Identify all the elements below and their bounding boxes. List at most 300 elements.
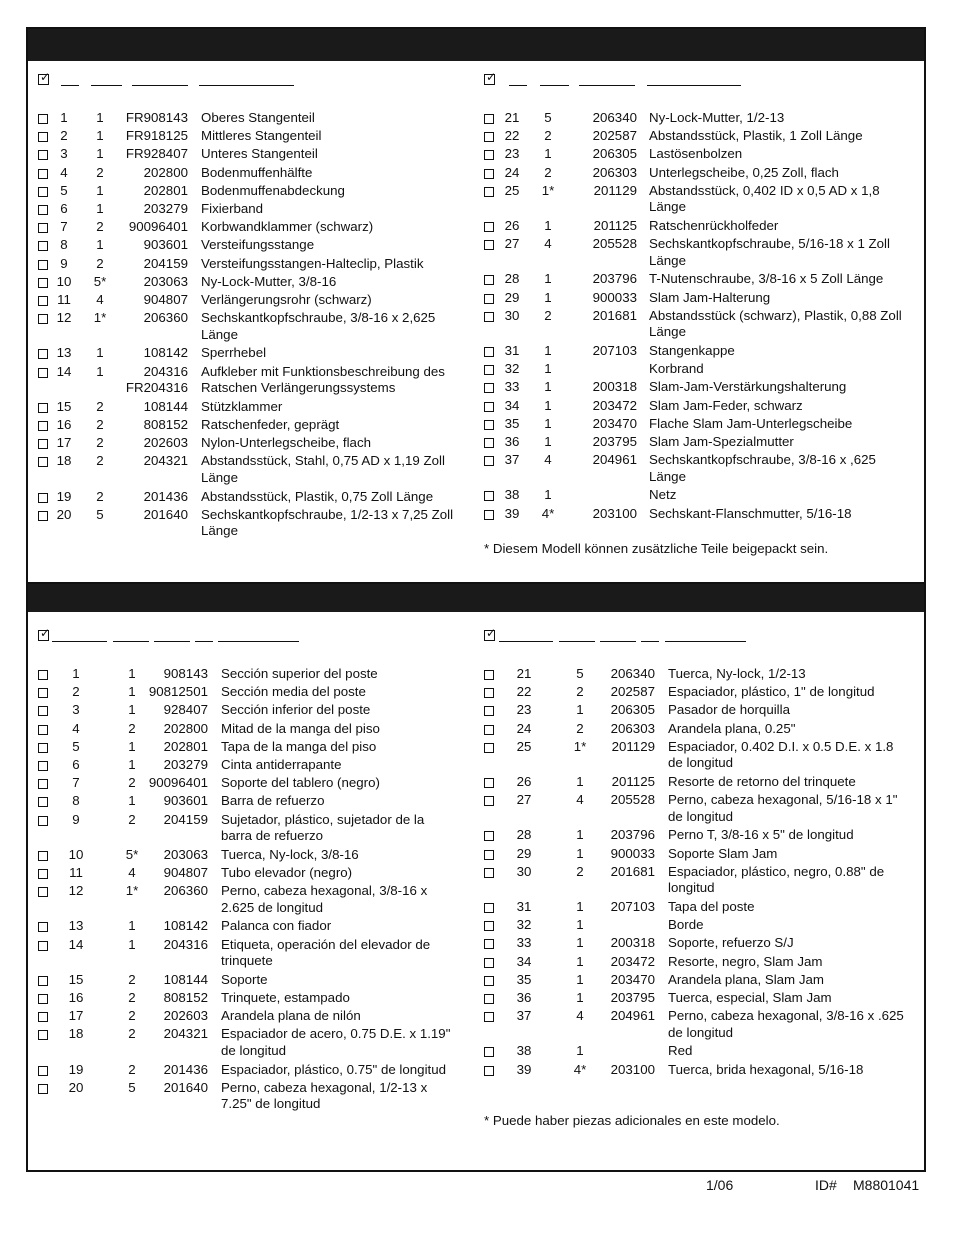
item-quantity: 1 (544, 415, 552, 431)
revision-date: 1/06 (706, 1177, 734, 1193)
item-number: 36 (516, 990, 532, 1005)
item-number: 39 (516, 1061, 532, 1077)
checkbox-icon[interactable] (38, 132, 48, 142)
part-number: 928407 (163, 702, 208, 718)
item-number: 33 (504, 379, 520, 395)
part-description: Tubo elevador (negro) (221, 865, 353, 880)
check-icon (484, 74, 495, 85)
checkbox-icon[interactable] (38, 1012, 48, 1022)
part-description: Abstandsstück (schwarz), Plastik, 0,88 Zoll (649, 307, 902, 323)
item-number: 6 (60, 201, 68, 216)
item-quantity: 1 (96, 345, 104, 361)
item-quantity: 1 (576, 917, 584, 933)
item-quantity: 1 (128, 793, 136, 809)
item-quantity: 4 (544, 236, 552, 252)
check-icon (484, 630, 495, 641)
checkbox-icon[interactable] (38, 314, 48, 324)
item-quantity: 5 (544, 110, 552, 125)
item-number: 7 (72, 775, 80, 791)
item-quantity: 2 (544, 128, 552, 144)
part-description: Abstandsstück, Stahl, 0,75 AD x 1,19 Zoll (201, 453, 445, 469)
item-number: 15 (56, 398, 72, 414)
checkbox-icon[interactable] (484, 725, 494, 735)
part-number: 203279 (163, 757, 208, 772)
checkbox-icon[interactable] (38, 403, 48, 413)
checkbox-icon[interactable] (38, 421, 48, 431)
part-description: Länge (201, 523, 238, 539)
part-description: Slam Jam-Feder, schwarz (649, 397, 803, 413)
part-description: Tuerca, Ny-lock, 1/2-13 (668, 666, 806, 681)
part-number: 202801 (143, 182, 188, 198)
item-number: 18 (56, 453, 72, 469)
part-description: Abstandsstück, Plastik, 0,75 Zoll Länge (201, 488, 434, 504)
checkbox-icon[interactable] (484, 132, 494, 142)
header-rule (195, 641, 213, 642)
part-description: Barra de refuerzo (221, 793, 325, 809)
header-rule (600, 641, 636, 642)
item-quantity: 4 (544, 452, 552, 468)
part-description: Länge (201, 469, 238, 485)
document-id-label: ID# (815, 1177, 837, 1193)
checkbox-icon[interactable] (38, 706, 48, 716)
item-number: 33 (516, 935, 532, 951)
part-description: Perno, cabeza hexagonal, 1/2-13 x (221, 1079, 428, 1095)
checkbox-icon[interactable] (484, 994, 494, 1004)
checkbox-icon[interactable] (38, 670, 48, 680)
part-description: Red (668, 1043, 693, 1059)
checkbox-icon[interactable] (484, 312, 494, 322)
part-number: 201129 (593, 182, 637, 198)
checkbox-icon[interactable] (484, 743, 494, 753)
checkbox-icon[interactable] (484, 491, 494, 501)
part-description: Länge (201, 326, 238, 342)
part-description: Perno, cabeza hexagonal, 3/8-16 x .625 (668, 1008, 904, 1024)
footnote: * Diesem Modell können zusätzliche Teile beigepackt sein. (484, 541, 829, 556)
part-description: Flache Slam Jam-Unterlegscheibe (649, 415, 853, 431)
part-description: Aufkleber mit Funktionsbeschreibung des (201, 363, 445, 379)
part-description: Slam Jam-Halterung (649, 289, 771, 305)
item-quantity: 1 (128, 702, 136, 718)
part-description: Sechskantkopfschraube, 3/8-16 x 2,625 (201, 310, 436, 326)
checkbox-icon[interactable] (38, 457, 48, 467)
item-number: 8 (60, 237, 68, 253)
checkbox-icon[interactable] (484, 831, 494, 841)
checkbox-icon[interactable] (484, 1047, 494, 1057)
checkbox-icon[interactable] (484, 383, 494, 393)
item-quantity: 1 (576, 845, 584, 861)
checkbox-icon[interactable] (38, 887, 48, 897)
item-number: 3 (60, 146, 68, 162)
checkbox-icon[interactable] (484, 778, 494, 788)
part-description: Unterlegscheibe, 0,25 Zoll, flach (649, 164, 839, 180)
part-description: 7.25" de longitud (221, 1096, 321, 1112)
checkbox-icon[interactable] (484, 796, 494, 806)
part-description: Stangenkappe (649, 343, 735, 358)
item-number: 14 (56, 363, 72, 379)
checkbox-icon[interactable] (484, 114, 494, 124)
checkbox-icon[interactable] (484, 958, 494, 968)
item-quantity: 2 (128, 1026, 136, 1042)
checkbox-icon[interactable] (484, 1066, 494, 1076)
part-description: Bodenmuffenabdeckung (201, 182, 345, 198)
part-number: 205528 (610, 792, 655, 808)
checkbox-icon[interactable] (484, 420, 494, 430)
checkbox-icon[interactable] (38, 779, 48, 789)
check-icon (38, 630, 49, 641)
item-number: 18 (68, 1026, 84, 1042)
item-quantity: 1 (544, 397, 552, 413)
checkbox-icon[interactable] (38, 114, 48, 124)
item-quantity: 1 (544, 361, 552, 377)
item-number: 7 (60, 219, 68, 235)
item-quantity: 4 (576, 1008, 584, 1024)
checkbox-icon[interactable] (484, 169, 494, 179)
item-number: 17 (56, 435, 72, 451)
column-header (38, 630, 458, 650)
item-number: 16 (68, 990, 84, 1005)
header-rule (91, 85, 122, 86)
item-number: 1 (60, 110, 68, 125)
part-number: 903601 (143, 237, 188, 253)
item-quantity: 1 (544, 218, 552, 233)
item-number: 34 (516, 953, 532, 969)
item-quantity: 1 (128, 757, 136, 772)
checkbox-icon[interactable] (484, 365, 494, 375)
part-number: 90096401 (128, 219, 188, 235)
checkbox-icon[interactable] (38, 223, 48, 233)
checkbox-icon[interactable] (38, 922, 48, 932)
checkbox-icon[interactable] (484, 921, 494, 931)
checkbox-icon[interactable] (38, 688, 48, 698)
section-header-bar (28, 584, 924, 612)
checkbox-icon[interactable] (484, 222, 494, 232)
part-description: Länge (649, 324, 686, 340)
item-quantity: 1 (96, 182, 104, 198)
part-number: FR928407 (125, 146, 188, 162)
part-number: 203470 (610, 971, 655, 987)
part-number: 108142 (143, 345, 188, 361)
part-number: 904807 (143, 292, 188, 307)
checkbox-icon[interactable] (484, 347, 494, 357)
checkbox-icon[interactable] (484, 150, 494, 160)
header-rule (61, 85, 79, 86)
checkbox-icon[interactable] (484, 706, 494, 716)
part-number: 204316 (143, 363, 188, 379)
checkbox-icon[interactable] (484, 1012, 494, 1022)
checkbox-icon[interactable] (38, 187, 48, 197)
item-quantity: 2 (96, 417, 104, 432)
part-number: 206340 (610, 666, 655, 681)
item-number: 24 (504, 164, 520, 180)
part-number: 90096401 (148, 775, 208, 791)
checkbox-icon[interactable] (38, 1066, 48, 1076)
part-description: de longitud (221, 1042, 287, 1058)
part-description: Sujetador, plástico, sujetador de la (221, 811, 425, 827)
part-description: Soporte, refuerzo S/J (668, 935, 794, 951)
part-description: longitud (668, 880, 715, 896)
checkbox-icon[interactable] (484, 294, 494, 304)
checkbox-icon[interactable] (38, 851, 48, 861)
part-number: 904807 (163, 865, 208, 880)
item-number: 12 (56, 310, 72, 326)
item-number: 6 (72, 757, 80, 772)
item-number: 4 (60, 164, 68, 180)
item-quantity: 2 (96, 219, 104, 235)
item-number: 31 (504, 343, 520, 358)
part-description: Tapa de la manga del piso (221, 738, 377, 754)
item-quantity: 2 (128, 971, 136, 987)
item-number: 29 (504, 289, 520, 305)
checkbox-icon[interactable] (484, 456, 494, 466)
item-number: 16 (56, 417, 72, 432)
part-description: Sperrhebel (201, 345, 267, 361)
checkbox-icon[interactable] (38, 278, 48, 288)
part-number: 201436 (143, 488, 188, 504)
item-quantity: 1 (544, 434, 552, 449)
item-number: 24 (516, 720, 532, 736)
part-number: 200318 (592, 379, 637, 395)
checkbox-icon[interactable] (38, 797, 48, 807)
part-description: Palanca con fiador (221, 918, 332, 934)
header-rule (641, 641, 659, 642)
part-description: Netz (649, 487, 677, 503)
part-number: 203100 (592, 505, 637, 521)
item-quantity: 1 (544, 343, 552, 358)
part-number: 206360 (143, 310, 188, 326)
section-header-bar (28, 29, 924, 61)
part-description: T-Nutenschraube, 3/8-16 x 5 Zoll Länge (649, 271, 884, 287)
item-number: 37 (504, 452, 520, 468)
part-number: 204316 (163, 936, 208, 952)
checkbox-icon[interactable] (484, 850, 494, 860)
part-number: 108144 (163, 971, 208, 987)
part-number: 903601 (163, 793, 208, 809)
checkbox-icon[interactable] (484, 976, 494, 986)
part-description: Sechskant-Flanschmutter, 5/16-18 (649, 505, 852, 521)
checkbox-icon[interactable] (484, 187, 494, 197)
part-description: Espaciador, plástico, negro, 0.88" de (668, 863, 885, 879)
item-quantity: 4 (128, 865, 136, 880)
checkbox-icon[interactable] (38, 205, 48, 215)
part-description: Länge (649, 199, 686, 215)
part-description: Versteifungsstange (201, 237, 315, 253)
item-quantity: 2 (96, 453, 104, 469)
header-rule (665, 641, 746, 642)
item-number: 10 (68, 846, 84, 862)
check-icon (38, 74, 49, 85)
checkbox-icon[interactable] (484, 868, 494, 878)
column-header (484, 74, 904, 94)
item-quantity: 2 (96, 255, 104, 271)
part-description: Espaciador, 0.402 D.I. x 0.5 D.E. x 1.8 (668, 738, 894, 754)
checkbox-icon[interactable] (38, 511, 48, 521)
part-description: Korbrand (649, 361, 704, 377)
checkbox-icon[interactable] (38, 816, 48, 826)
part-description: Abstandsstück, 0,402 ID x 0,5 AD x 1,8 (649, 182, 880, 198)
item-quantity: 1 (96, 237, 104, 253)
header-rule (218, 641, 299, 642)
checkbox-icon[interactable] (484, 939, 494, 949)
item-number: 28 (516, 827, 532, 843)
item-quantity: 5 (576, 666, 584, 681)
item-number: 26 (516, 774, 532, 789)
part-number: 201681 (610, 863, 655, 879)
item-quantity: 1 (128, 936, 136, 952)
part-description: Espaciador de acero, 0.75 D.E. x 1.19" (221, 1026, 451, 1042)
part-description: Espaciador, plástico, 1" de longitud (668, 684, 875, 700)
checkbox-icon[interactable] (38, 869, 48, 879)
checkbox-icon[interactable] (38, 761, 48, 771)
header-rule (647, 85, 741, 86)
part-number: 202801 (163, 738, 208, 754)
part-number: 108144 (143, 398, 188, 414)
item-number: 17 (68, 1008, 84, 1024)
item-number: 19 (68, 1061, 84, 1077)
checkbox-icon[interactable] (38, 368, 48, 378)
header-rule (509, 85, 527, 86)
checkbox-icon[interactable] (38, 743, 48, 753)
checkbox-icon[interactable] (484, 240, 494, 250)
part-description: Ny-Lock-Mutter, 1/2-13 (649, 110, 785, 125)
part-description: Korbwandklammer (schwarz) (201, 219, 374, 235)
part-description: Etiqueta, operación del elevador de (221, 936, 431, 952)
part-number: 202587 (610, 684, 655, 700)
part-number: 203796 (610, 827, 655, 843)
part-number: 204961 (610, 1008, 655, 1024)
part-description: Arandela plana de nilón (221, 1008, 361, 1024)
item-quantity: 1 (576, 702, 584, 718)
checkbox-icon[interactable] (38, 150, 48, 160)
item-quantity: 1 (576, 935, 584, 951)
checkbox-icon[interactable] (484, 402, 494, 412)
checkbox-icon[interactable] (38, 1030, 48, 1040)
item-quantity: 2 (128, 1008, 136, 1024)
header-rule (52, 641, 107, 642)
checkbox-icon[interactable] (484, 275, 494, 285)
item-quantity: 1 (128, 684, 136, 700)
checkbox-icon[interactable] (38, 725, 48, 735)
parts-list-german (26, 27, 926, 584)
item-quantity: 4 (96, 292, 104, 307)
item-number: 32 (516, 917, 532, 933)
footnote: * Puede haber piezas adicionales en este modelo. (484, 1113, 780, 1128)
item-quantity: 1 (544, 146, 552, 162)
part-description: Oberes Stangenteil (201, 110, 315, 125)
item-number: 34 (504, 397, 520, 413)
part-number: 203279 (143, 201, 188, 216)
checkbox-icon[interactable] (38, 493, 48, 503)
checkbox-icon[interactable] (38, 296, 48, 306)
part-number: 202603 (163, 1008, 208, 1024)
checkbox-icon[interactable] (38, 260, 48, 270)
part-number: 202587 (592, 128, 637, 144)
item-quantity: 2 (576, 684, 584, 700)
part-number: 202800 (143, 164, 188, 180)
part-description: Sechskantkopfschraube, 5/16-18 x 1 Zoll (649, 236, 890, 252)
item-number: 25 (504, 182, 520, 198)
header-rule (154, 641, 190, 642)
item-quantity: 2 (544, 307, 552, 323)
part-description: Versteifungsstangen-Halteclip, Plastik (201, 255, 424, 271)
checkbox-icon[interactable] (484, 438, 494, 448)
item-quantity: 1 (576, 899, 584, 914)
part-description: Lastösenbolzen (649, 146, 743, 162)
part-number: 201436 (163, 1061, 208, 1077)
checkbox-icon[interactable] (484, 510, 494, 520)
item-quantity: 1 (576, 827, 584, 843)
part-number: 900033 (610, 845, 655, 861)
checkbox-icon[interactable] (38, 439, 48, 449)
part-description: Slam-Jam-Verstärkungshalterung (649, 379, 847, 395)
item-number: 32 (504, 361, 520, 377)
item-quantity: 1* (541, 182, 555, 198)
part-description: Soporte Slam Jam (668, 845, 778, 861)
item-number: 10 (56, 273, 72, 289)
checkbox-icon[interactable] (38, 1084, 48, 1094)
item-quantity: 1 (576, 990, 584, 1005)
part-description: Tuerca, Ny-lock, 3/8-16 (221, 846, 359, 862)
header-rule (559, 641, 595, 642)
checkbox-icon[interactable] (38, 169, 48, 179)
part-number: 203472 (592, 397, 637, 413)
part-number: 206303 (592, 164, 637, 180)
checkbox-icon[interactable] (484, 688, 494, 698)
item-number: 15 (68, 971, 84, 987)
item-number: 35 (516, 971, 532, 987)
part-description: Cinta antiderrapante (221, 757, 342, 772)
item-quantity: 1 (576, 1043, 584, 1059)
item-number: 22 (504, 128, 520, 144)
checkbox-icon[interactable] (38, 941, 48, 951)
checkbox-icon[interactable] (38, 241, 48, 251)
item-number: 39 (504, 505, 520, 521)
item-quantity: 1 (96, 201, 104, 216)
item-quantity: 4* (541, 505, 555, 521)
part-description: de longitud (668, 755, 734, 771)
part-number: 206305 (592, 146, 637, 162)
part-number: 203100 (610, 1061, 655, 1077)
item-number: 28 (504, 271, 520, 287)
part-number: 201681 (592, 307, 637, 323)
part-number: 203063 (143, 273, 188, 289)
checkbox-icon[interactable] (484, 670, 494, 680)
part-description: Sección inferior del poste (221, 702, 371, 718)
item-quantity: 1 (576, 971, 584, 987)
item-quantity: 1 (576, 953, 584, 969)
part-number: 203472 (610, 953, 655, 969)
item-quantity: 2 (576, 863, 584, 879)
checkbox-icon[interactable] (38, 994, 48, 1004)
item-number: 37 (516, 1008, 532, 1024)
part-description: Tuerca, brida hexagonal, 5/16-18 (668, 1061, 864, 1077)
part-number: 204321 (163, 1026, 208, 1042)
part-number: 200318 (610, 935, 655, 951)
part-description: Soporte (221, 971, 268, 987)
item-quantity: 1 (544, 487, 552, 503)
item-quantity: 1 (96, 363, 104, 379)
checkbox-icon[interactable] (38, 349, 48, 359)
part-description: Mittleres Stangenteil (201, 128, 322, 144)
part-number: FR918125 (125, 128, 188, 144)
part-number: 203795 (610, 990, 655, 1005)
part-description: Resorte de retorno del trinquete (668, 774, 856, 789)
item-number: 30 (516, 863, 532, 879)
item-number: 8 (72, 793, 80, 809)
column-header (38, 74, 458, 94)
checkbox-icon[interactable] (484, 903, 494, 913)
part-description: Borde (668, 917, 704, 933)
checkbox-icon[interactable] (38, 976, 48, 986)
